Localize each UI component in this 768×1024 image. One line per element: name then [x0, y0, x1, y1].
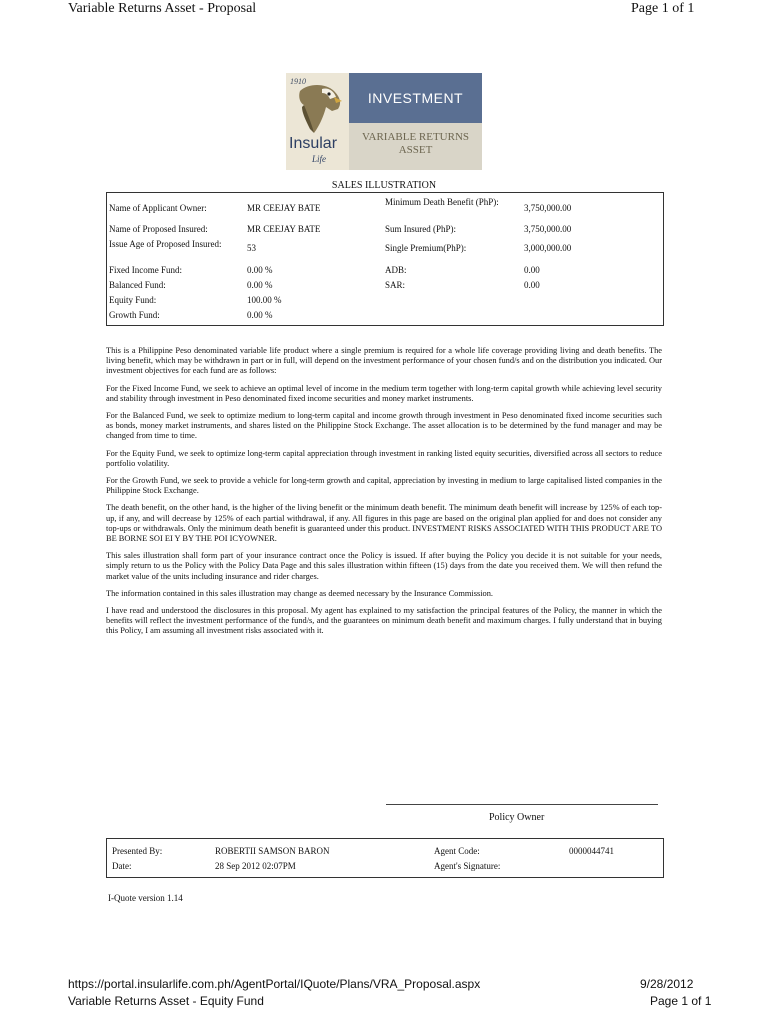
illustration-table [106, 192, 664, 326]
presented-by-label: Presented By: [112, 846, 163, 856]
commission-paragraph: The information contained in this sales illustration may change as deemed necessary by the Insurance Commission. [106, 588, 494, 598]
free-look-paragraph: This sales illustration shall form part of your insurance contract once the Policy is issued. If after buying the Policy you decide it is not suitable for your needs, simply return to us the Policy with the Policy Data Page and this sales illustration within fifteen (15) days from the date you received them. We will then refund the market value of the units including insurance and rider charges. [106, 551, 662, 581]
proposed-insured-label: Name of Proposed Insured: [109, 224, 208, 234]
date-label: Date: [112, 861, 132, 871]
acknowledgement-paragraph: I have read and understood the disclosures in this proposal. My agent has explained to my satisfaction the principal features of the Policy, the manner in which the benefits will reflect the investment performance of the fund/s, and the guarantees on minimum death benefit and maximum charges. I fully understand that in buying this Policy, I am assuming all investment risks associated with it. [106, 606, 662, 636]
balanced-fund-value: 0.00 % [247, 280, 273, 290]
issue-age-label: Issue Age of Proposed Insured: [109, 239, 222, 249]
single-premium-label: Single Premium(PhP): [385, 243, 467, 253]
footer-url: https://portal.insularlife.com.ph/AgentPortal/IQuote/Plans/VRA_Proposal.aspx [68, 977, 481, 991]
logo-brand-sub: Life [312, 154, 327, 164]
equity-fund-paragraph: For the Equity Fund, we seek to optimize long-term capital appreciation through investment in ranking listed equity securities, diversified across all sectors to reduce portfolio volatility. [106, 448, 662, 468]
agent-code-label: Agent Code: [434, 846, 480, 856]
banner-investment: INVESTMENT [349, 73, 482, 123]
fixed-income-paragraph: For the Fixed Income Fund, we seek to achieve an optimal level of income in the medium term together with long-term capital growth while achieving level security and stability through investment in Peso denominated fixed income securities and money market instruments. [106, 383, 662, 403]
adb-value: 0.00 [524, 265, 540, 275]
insular-life-brand-panel [286, 73, 349, 170]
footer-date: 9/28/2012 [640, 977, 694, 991]
balanced-fund-label: Balanced Fund: [109, 280, 166, 290]
agent-info-box [106, 838, 664, 878]
iquote-version: I-Quote version 1.14 [108, 893, 183, 903]
disclosure-text [106, 346, 662, 644]
equity-fund-label: Equity Fund: [109, 295, 157, 305]
issue-age-value: 53 [247, 243, 256, 253]
fixed-income-fund-value: 0.00 % [247, 265, 273, 275]
sum-insured-label: Sum Insured (PhP): [385, 224, 457, 234]
sales-illustration-title: SALES ILLUSTRATION [331, 180, 437, 191]
product-banner [349, 73, 482, 170]
banner-product-name [349, 123, 482, 170]
death-benefit-paragraph: The death benefit, on the other hand, is the higher of the living benefit or the minimum death benefit. The minimum death benefit will increase by 125% of each top-up, if any, and will decrease by 125% of each partial withdrawal, if any. All figures in this page are based on the original plan applied for and does not consider any top-ups or withdrawals. Only the minimum death benefit is guaranteed under this product. INVESTMENT RISKS ASSOCIATED WITH THIS PRODUCT ARE TO BE BORNE SOI EI Y BY THE POI ICYOWNER. [106, 503, 662, 544]
print-header-title: Variable Returns Asset - Proposal [68, 1, 257, 16]
logo-year: 1910 [290, 77, 306, 86]
footer-title: Variable Returns Asset - Equity Fund [68, 994, 264, 1008]
policy-owner-signature-line [386, 804, 658, 805]
balanced-fund-paragraph: For the Balanced Fund, we seek to optimize medium to long-term capital and income growth through investment in Peso denominated fixed income securities such as bonds, money market instruments, and shares listed on the Philippine Stock Exchange. The asset allocation is to be determined by the fund manager and may be changed from time to time. [106, 411, 662, 441]
banner-product-line2: ASSET [398, 144, 433, 156]
insular-investment-logo [286, 73, 482, 170]
adb-label: ADB: [385, 265, 407, 275]
applicant-owner-label: Name of Applicant Owner: [109, 203, 207, 213]
agent-signature-label: Agent's Signature: [434, 861, 501, 871]
eagle-icon [286, 79, 349, 141]
growth-fund-label: Growth Fund: [109, 310, 160, 320]
fixed-income-fund-label: Fixed Income Fund: [109, 265, 182, 275]
sar-value: 0.00 [524, 280, 540, 290]
print-header-page: Page 1 of 1 [631, 1, 695, 16]
single-premium-value: 3,000,000.00 [524, 243, 572, 253]
footer-page: Page 1 of 1 [650, 994, 712, 1008]
min-death-benefit-label: Minimum Death Benefit (PhP): [385, 197, 499, 207]
logo-brand: Insular [289, 135, 338, 152]
presented-by-value: ROBERTII SAMSON BARON [215, 846, 330, 856]
policy-owner-caption: Policy Owner [489, 812, 545, 823]
agent-code-value: 0000044741 [569, 846, 614, 856]
growth-fund-value: 0.00 % [247, 310, 273, 320]
sar-label: SAR: [385, 280, 406, 290]
intro-paragraph: This is a Philippine Peso denominated variable life product where a single premium is required for a whole life coverage providing living and death benefits. The living benefit, which may be withdrawn in part or in full, will depend on the investment performance of your chosen fund/s and on the distribution you indicated. Our investment objectives for each fund are as follows: [106, 346, 662, 376]
growth-fund-paragraph: For the Growth Fund, we seek to provide a vehicle for long-term growth and capital, appreciation by investing in medium to large capitalised listed companies in the Philippine Stock Exchange. [106, 476, 662, 496]
proposed-insured-value: MR CEEJAY BATE [247, 224, 321, 234]
banner-product-line1: VARIABLE RETURNS [361, 131, 470, 143]
sum-insured-value: 3,750,000.00 [524, 224, 572, 234]
equity-fund-value: 100.00 % [247, 295, 282, 305]
date-value: 28 Sep 2012 02:07PM [215, 861, 296, 871]
min-death-benefit-value: 3,750,000.00 [524, 203, 572, 213]
applicant-owner-value: MR CEEJAY BATE [247, 203, 321, 213]
